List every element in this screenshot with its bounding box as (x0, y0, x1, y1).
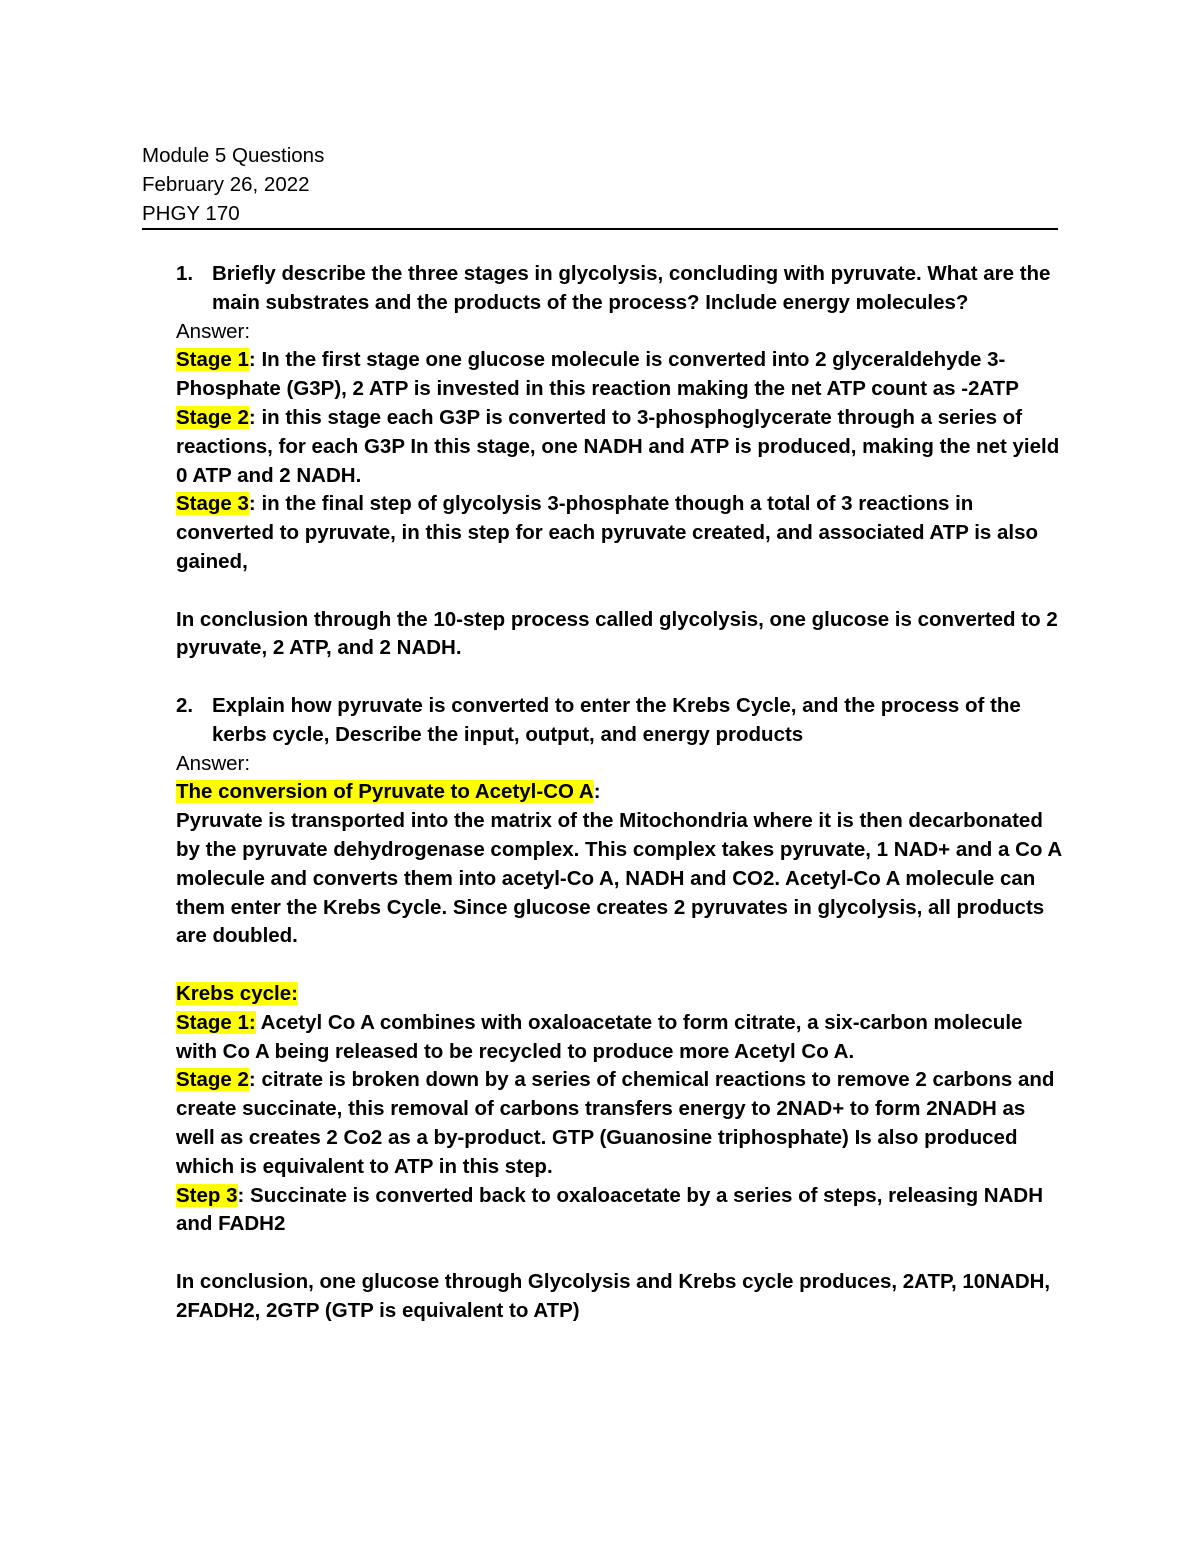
question-1-text: Briefly describe the three stages in glycolysis, concluding with pyruvate. What are the main substrates and the products of the process? Include energy molecules? (212, 262, 1051, 314)
document-header (142, 141, 1058, 228)
q2-krebs-label: Krebs cycle: (176, 981, 298, 1005)
q2-conversion-label: The conversion of Pyruvate to Acetyl-CO A (176, 780, 594, 804)
q1-stage-2 (176, 404, 1062, 490)
q2-step-3 (176, 1182, 1062, 1240)
question-2-text: Explain how pyruvate is converted to enter the Krebs Cycle, and the process of the kerbs cycle, Describe the input, output, and energy products (212, 693, 1021, 746)
q2-conversion-heading (176, 778, 1062, 807)
q2-conclusion: In conclusion, one glucose through Glycolysis and Krebs cycle produces, 2ATP, 10NADH, 2FADH2, 2GTP (GTP is equivalent to ATP) (176, 1269, 1051, 1322)
spacer (176, 663, 1062, 692)
q2-stage-1-text: Acetyl Co A combines with oxaloacetate to form citrate, a six-carbon molecule with Co A being released to be recycled to produce more Acetyl Co A. (176, 1010, 1023, 1063)
q2-stage-1-label: Stage 1: (176, 1010, 256, 1034)
question-1-number: 1. (176, 262, 194, 285)
spacer (176, 577, 1062, 606)
document-title: Module 5 Questions (142, 144, 325, 167)
question-1-answer-label: Answer: (176, 319, 251, 343)
q2-stage-1 (176, 1009, 1062, 1067)
question-2-answer-label: Answer: (176, 751, 251, 775)
question-1 (176, 260, 1062, 318)
q2-krebs-heading (176, 980, 1062, 1009)
q1-conclusion: In conclusion through the 10-step process called glycolysis, one glucose is converted to 2 pyruvate, 2 ATP, and 2 NADH. (176, 607, 1058, 660)
q2-conversion-text: Pyruvate is transported into the matrix of the Mitochondria where it is then decarbonated by the pyruvate dehydrogenase complex. This complex takes pyruvate, 1 NAD+ and a Co A molecule and converts them into acetyl-Co A, NADH and CO2. Acetyl-Co A molecule can them enter the Krebs Cycle. Since glucose creates 2 pyruvates in glycolysis, all products are doubled. (176, 809, 1062, 948)
spacer (176, 951, 1062, 980)
question-2 (176, 692, 1062, 750)
document-body (176, 260, 1062, 1325)
q2-step-3-label: Step 3 (176, 1183, 238, 1207)
q1-stage-1-label: Stage 1 (176, 348, 249, 372)
q1-stage-2-text: : in this stage each G3P is converted to 3-phosphoglycerate through a series of reactions, for each G3P In this stage, one NADH and ATP is produced, making the net yield 0 ATP and 2 NADH. (176, 405, 1060, 487)
q1-stage-1 (176, 346, 1062, 404)
q2-step-3-text: : Succinate is converted back to oxaloacetate by a series of steps, releasing NADH and FADH2 (176, 1183, 1044, 1236)
q2-stage-2-label: Stage 2 (176, 1068, 249, 1092)
q1-stage-3-text: : in the final step of glycolysis 3-phosphate though a total of 3 reactions in converted to pyruvate, in this step for each pyruvate created, and associated ATP is also gained, (176, 492, 1039, 573)
q2-stage-2-text: : citrate is broken down by a series of chemical reactions to remove 2 carbons and create succinate, this removal of carbons transfers energy to 2NAD+ to form 2NADH as well as creates 2 Co2 as a by-product. GTP (Guanosine triphosphate) Is also produced which is equivalent to ATP in this step. (176, 1068, 1055, 1178)
header-divider (142, 228, 1058, 230)
spacer (176, 1239, 1062, 1268)
q2-stage-2 (176, 1066, 1062, 1181)
q2-conversion-colon: : (593, 780, 601, 804)
q1-stage-2-label: Stage 2 (176, 405, 249, 429)
question-2-number: 2. (176, 693, 194, 717)
course-code: PHGY 170 (142, 202, 240, 225)
q1-stage-3 (176, 490, 1062, 576)
q1-stage-3-label: Stage 3 (176, 492, 249, 516)
document-date: February 26, 2022 (142, 173, 310, 196)
q1-stage-1-text: : In the first stage one glucose molecule is converted into 2 glyceraldehyde 3-Phosphate (G3P), 2 ATP is invested in this reaction making the net ATP count as -2ATP (176, 348, 1019, 401)
